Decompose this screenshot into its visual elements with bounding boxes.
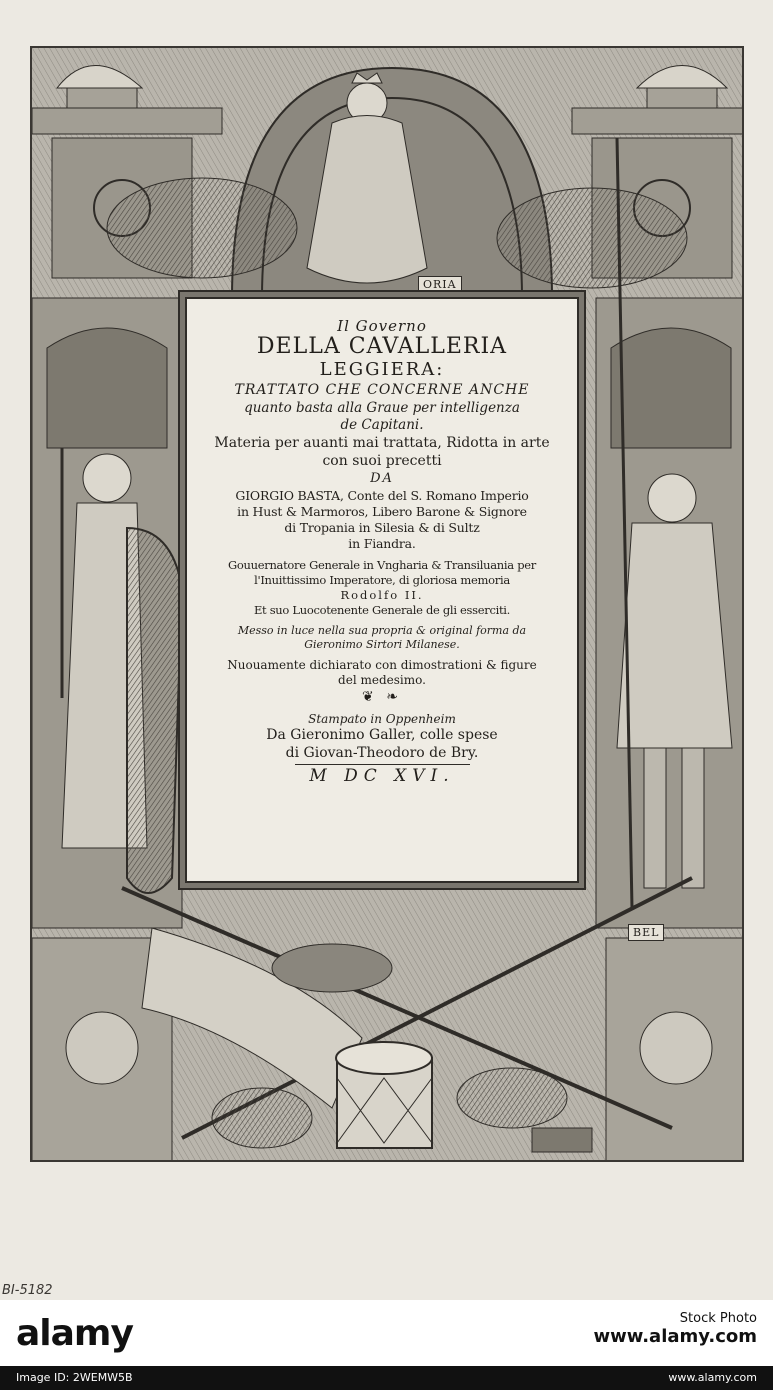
watermark-right-block xyxy=(593,1311,757,1348)
title-cartouche xyxy=(185,297,579,883)
note-line-1: Nuouamente dichiarato con dimostrationi & figure xyxy=(227,658,537,672)
note-line-2: del medesimo. xyxy=(338,673,426,687)
imprint-line-2: Da Gieronimo Galler, colle spese xyxy=(266,727,498,743)
office-line-3: Et suo Luocotenente Generale de gli esserciti. xyxy=(253,603,511,617)
subtitle-line-3: de Capitani. xyxy=(340,417,424,433)
stock-photo-label: Stock Photo xyxy=(679,1311,757,1326)
subtitle-line-1: TRATTATO CHE CONCERNE ANCHE xyxy=(234,382,530,398)
fleuron-ornament: ❦ ❧ xyxy=(362,689,402,705)
title-line-3: LEGGIERA: xyxy=(319,359,445,380)
drum xyxy=(336,1042,432,1148)
alamy-logo: alamy xyxy=(16,1313,133,1354)
imprint-line-1: Stampato in Oppenheim xyxy=(308,712,456,726)
description-line-1: Materia per auanti mai trattata, Ridotta in arte xyxy=(214,435,550,451)
title-line-1: Il Governo xyxy=(337,317,427,335)
imprint-line-3: di Giovan-Theodoro de Bry. xyxy=(285,745,479,761)
cornucopia xyxy=(127,528,182,893)
reclining-figure-left xyxy=(107,178,297,278)
inventory-number: BI-5182 xyxy=(2,1283,53,1298)
reclining-figure-right xyxy=(497,188,687,288)
author-line-2: in Hust & Marmoros, Libero Barone & Signore xyxy=(237,504,527,519)
victoria-plaque: ORIA xyxy=(418,276,462,293)
editor-line-2: Gieronimo Sirtori Milanese. xyxy=(304,638,460,651)
footer-url: www.alamy.com xyxy=(668,1371,757,1384)
emperor-name: Rodolfo II. xyxy=(340,588,424,602)
description-line-2: con suoi precetti xyxy=(322,453,442,469)
subtitle-line-2: quanto basta alla Graue per intelligenza xyxy=(244,400,520,416)
watermark-site: www.alamy.com xyxy=(593,1326,757,1347)
bellona-plaque: BEL xyxy=(628,924,664,941)
image-id: Image ID: 2WEMW5B xyxy=(16,1371,133,1384)
office-line-1: Gouuernatore Generale in Vngharia & Transiluania per xyxy=(228,558,536,572)
title-line-2: DELLA CAVALLERIA xyxy=(256,334,508,359)
author-by: DA xyxy=(370,471,394,486)
office-line-2: l'Inuittissimo Imperatore, di gloriosa memoria xyxy=(254,573,510,587)
author-line-4: in Fiandra. xyxy=(348,536,416,551)
publication-date: M DC XVI. xyxy=(309,766,455,786)
right-mask xyxy=(640,1012,712,1084)
editor-line-1: Messo in luce nella sua propria & original forma da xyxy=(237,624,527,637)
left-mask xyxy=(66,1012,138,1084)
watermark-footer xyxy=(0,1366,773,1390)
author-line-1: GIORGIO BASTA, Conte del S. Romano Imperio xyxy=(235,488,529,503)
author-line-3: di Tropania in Silesia & di Sultz xyxy=(284,520,480,535)
